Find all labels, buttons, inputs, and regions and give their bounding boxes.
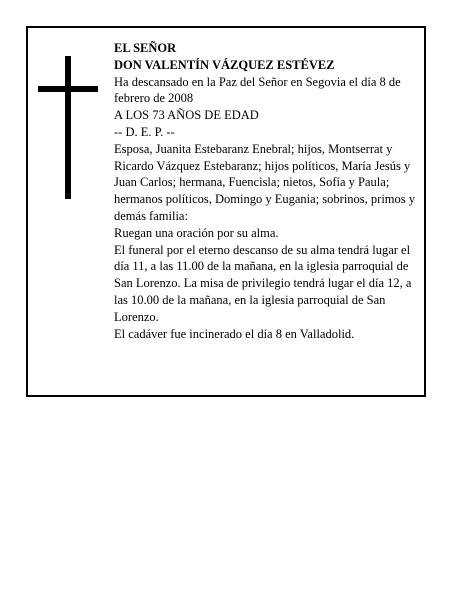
rest-in-peace: -- D. E. P. --	[114, 124, 175, 139]
age-at-death: A LOS 73 AÑOS DE EDAD	[114, 108, 259, 123]
obituary-title: EL SEÑOR	[114, 41, 177, 55]
cremation-note: El cadáver fue incinerado el día 8 en Valladolid.	[114, 326, 355, 341]
funeral-services: El funeral por el eterno descanso de su alma tendrá lugar el día 11, a las 11.00 de la mañana, en la iglesia parroquial de San Lorenzo. La misa de privilegio tendrá lugar el día 12, a las 10.00 de la mañana, en la iglesia parroquial de San Lorenzo.	[114, 242, 412, 324]
cross-icon	[38, 56, 98, 199]
deceased-name: DON VALENTÍN VÁZQUEZ ESTÉVEZ	[114, 57, 335, 72]
obituary-card	[26, 26, 426, 397]
death-announcement: Ha descansado en la Paz del Señor en Segovia el día 8 de febrero de 2008	[114, 74, 401, 106]
obituary-text	[114, 40, 424, 342]
family-members: Esposa, Juanita Estebaranz Enebral; hijos, Montserrat y Ricardo Vázquez Estebaranz; hijos políticos, María Jesús y Juan Carlos; hermana, Fuencisla; nietos, Sofía y Paula; hermanos políticos, Domingo y Eugania; sobrinos, primos y demás familia:	[114, 141, 416, 223]
prayer-request: Ruegan una oración por su alma.	[114, 225, 279, 240]
cross-vertical-bar	[65, 56, 71, 199]
cross-horizontal-bar	[38, 86, 98, 92]
